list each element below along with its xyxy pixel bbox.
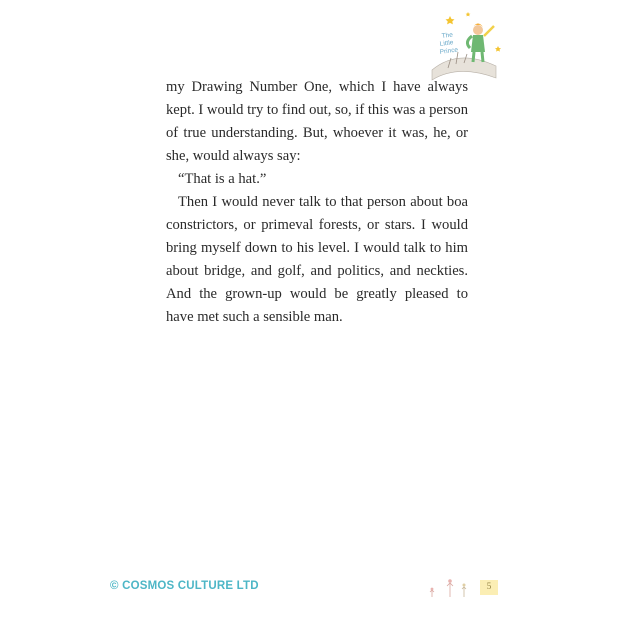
illustration-title-line-2: Little bbox=[439, 39, 454, 48]
paragraph-3: Then I would never talk to that person about boa constrictors, or primeval forests, or stars. I would bring myself down to his level. I would talk to him about bridge, and golf, and politics, and neckties. And the grown-up would be greatly pleased to have met such a sensible man. bbox=[166, 194, 468, 325]
body-text bbox=[166, 76, 468, 329]
illustration-title-line-1: The bbox=[441, 31, 454, 40]
little-prince-icon bbox=[428, 8, 504, 84]
paragraph-2: “That is a hat.” bbox=[178, 171, 267, 187]
page-number: 5 bbox=[480, 580, 498, 595]
paragraph-1: my Drawing Number One, which I have always kept. I would try to find out, so, if this was a person of true understanding. But, whoever it was, he, or she, would always say: bbox=[166, 79, 468, 164]
flower-sprig-icon bbox=[424, 576, 476, 598]
illustration-title-line-3: Prince bbox=[439, 46, 459, 56]
copyright-notice: © COSMOS CULTURE LTD bbox=[110, 580, 259, 592]
